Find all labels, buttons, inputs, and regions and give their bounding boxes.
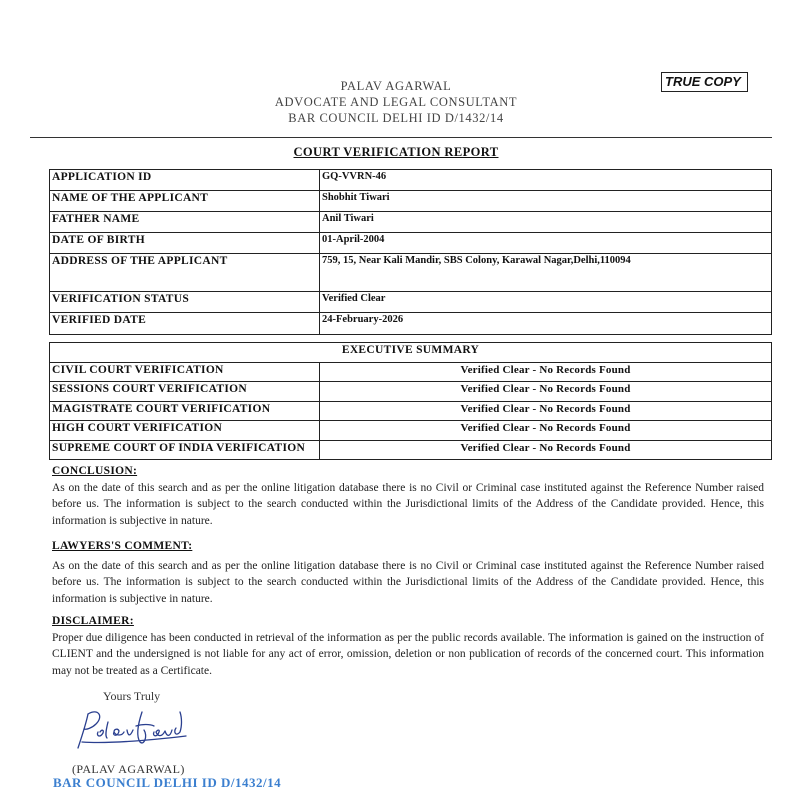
table-row [50,313,772,335]
field-value: GQ-VVRN-46 [320,170,772,191]
closing-salutation: Yours Truly [103,689,161,703]
report-title: COURT VERIFICATION REPORT [293,145,499,159]
table-row [50,362,772,382]
field-label: VERIFICATION STATUS [50,292,320,313]
table-row [50,212,772,233]
executive-summary-heading: EXECUTIVE SUMMARY [50,343,772,363]
court-label: SUPREME COURT OF INDIA VERIFICATION [50,440,320,460]
disclaimer-heading: DISCLAIMER: [52,615,134,627]
field-value: 24-February-2026 [320,313,772,335]
field-label: DATE OF BIRTH [50,233,320,254]
lawyers-comment-heading: LAWYERS'S COMMENT: [52,540,193,552]
conclusion-heading: CONCLUSION: [52,465,138,477]
advocate-name: PALAV AGARWAL [340,79,452,93]
table-header-row [50,343,772,363]
signatory-council-id: BAR COUNCIL DELHI ID D/1432/14 [53,775,282,790]
header-divider [30,137,772,138]
table-row [50,382,772,402]
field-value: Shobhit Tiwari [320,191,772,212]
table-row [50,440,772,460]
lawyers-comment-text: As on the date of this search and as per the online litigation database there is no Civil or Criminal case instituted against the Reference Number raised before us. The information is subject to the search conducted within the Jurisdictional limits of the Address of the Candidate provided. Hence, this information is subjective in nature. [52,559,764,605]
court-result: Verified Clear - No Records Found [320,421,772,441]
table-row [50,292,772,313]
court-result: Verified Clear - No Records Found [320,440,772,460]
court-result: Verified Clear - No Records Found [320,362,772,382]
true-copy-stamp: TRUE COPY [661,72,748,92]
field-value: 759, 15, Near Kali Mandir, SBS Colony, Karawal Nagar,Delhi,110094 [320,254,772,292]
field-label: NAME OF THE APPLICANT [50,191,320,212]
table-row [50,191,772,212]
court-label: CIVIL COURT VERIFICATION [50,362,320,382]
table-row [50,170,772,191]
table-row [50,254,772,292]
handwritten-signature-icon [72,706,192,756]
field-value: Verified Clear [320,292,772,313]
field-label: APPLICATION ID [50,170,320,191]
bar-council-id: BAR COUNCIL DELHI ID D/1432/14 [288,111,504,125]
court-label: SESSIONS COURT VERIFICATION [50,382,320,402]
court-label: HIGH COURT VERIFICATION [50,421,320,441]
court-result: Verified Clear - No Records Found [320,401,772,421]
letterhead [0,78,792,126]
advocate-designation: ADVOCATE AND LEGAL CONSULTANT [274,95,518,109]
table-row [50,421,772,441]
field-label: FATHER NAME [50,212,320,233]
field-value: 01-April-2004 [320,233,772,254]
court-label: MAGISTRATE COURT VERIFICATION [50,401,320,421]
conclusion-section [52,463,764,529]
disclaimer-text: Proper due diligence has been conducted in retrieval of the information as per the public records available. The information is gained on the instruction of CLIENT and the undersigned is not liable for any act of error, omission, deletion or non publication of records of the concerned court. This information may not be treated as a Certificate. [52,631,764,677]
conclusion-text: As on the date of this search and as per the online litigation database there is no Civil or Criminal case instituted against the Reference Number raised before us. The information is subject to the search conducted within the Jurisdictional limits of the Address of the Candidate provided. Hence, this information is subjective in nature. [52,481,764,527]
table-row [50,401,772,421]
applicant-details-table [49,169,772,335]
table-row [50,233,772,254]
lawyers-comment-section [52,538,764,607]
court-result: Verified Clear - No Records Found [320,382,772,402]
field-value: Anil Tiwari [320,212,772,233]
signatory-name: (PALAV AGARWAL) [72,762,185,776]
disclaimer-section [52,613,764,679]
field-label: VERIFIED DATE [50,313,320,335]
executive-summary-table [49,342,772,460]
field-label: ADDRESS OF THE APPLICANT [50,254,320,292]
